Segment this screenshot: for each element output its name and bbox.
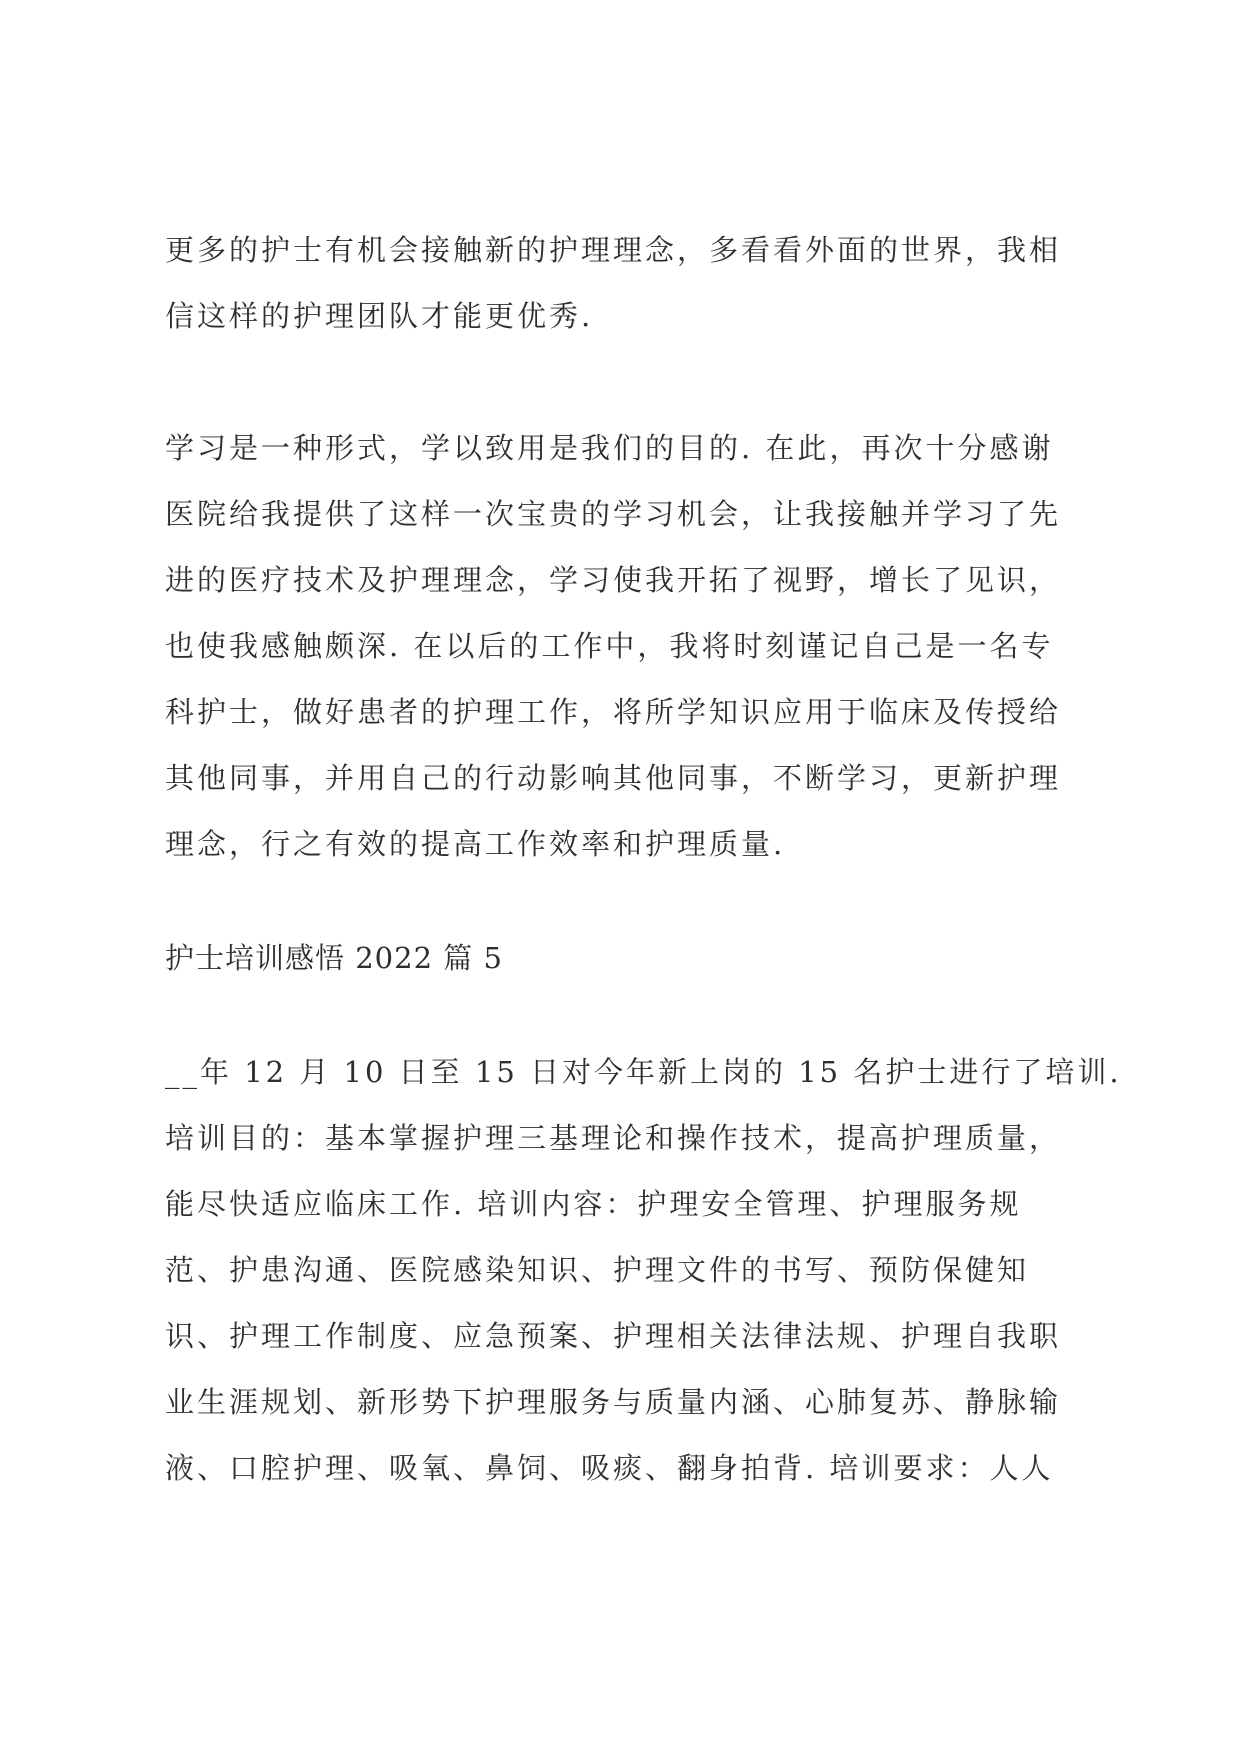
paragraph-line: 其他同事，并用自己的行动影响其他同事，不断学习，更新护理 [165, 761, 1062, 795]
paragraph-line: 学习是一种形式，学以致用是我们的目的. 在此，再次十分感谢 [165, 431, 1054, 465]
paragraph-line: 培训目的：基本掌握护理三基理论和操作技术，提高护理质量， [165, 1121, 1062, 1155]
paragraph-line: 范、护患沟通、医院感染知识、护理文件的书写、预防保健知 [165, 1253, 1030, 1287]
paragraph-line: 信这样的护理团队才能更优秀. [165, 299, 594, 333]
section-heading: 护士培训感悟 2022 篇 5 [165, 941, 503, 975]
paragraph-line: __年 12 月 10 日至 15 日对今年新上岗的 15 名护士进行了培训. [165, 1055, 1122, 1089]
paragraph-line: 进的医疗技术及护理理念，学习使我开拓了视野，增长了见识， [165, 563, 1062, 597]
paragraph-line: 科护士，做好患者的护理工作，将所学知识应用于临床及传授给 [165, 695, 1062, 729]
paragraph-line: 业生涯规划、新形势下护理服务与质量内涵、心肺复苏、静脉输 [165, 1385, 1062, 1419]
paragraph-line: 液、口腔护理、吸氧、鼻饲、吸痰、翻身拍背. 培训要求：人人 [165, 1451, 1054, 1485]
paragraph-line: 也使我感触颇深. 在以后的工作中，我将时刻谨记自己是一名专 [165, 629, 1054, 663]
paragraph-line: 更多的护士有机会接触新的护理理念，多看看外面的世界，我相 [165, 233, 1062, 267]
paragraph-line: 医院给我提供了这样一次宝贵的学习机会，让我接触并学习了先 [165, 497, 1062, 531]
paragraph-line: 识、护理工作制度、应急预案、护理相关法律法规、护理自我职 [165, 1319, 1062, 1353]
paragraph-line: 理念，行之有效的提高工作效率和护理质量. [165, 827, 786, 861]
paragraph-line: 能尽快适应临床工作. 培训内容：护理安全管理、护理服务规 [165, 1187, 1022, 1221]
